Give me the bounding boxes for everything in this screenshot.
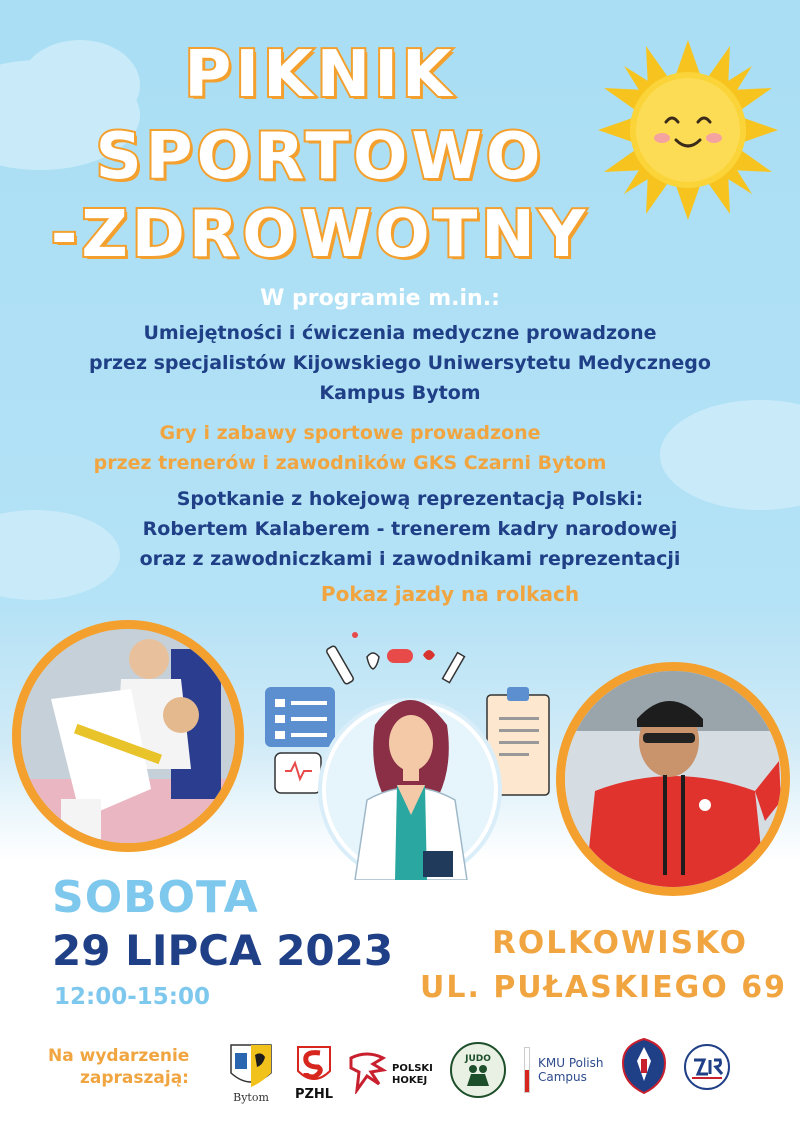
kmu-line-1: KMU Polish — [538, 1056, 604, 1070]
event-venue: ROLKOWISKO — [492, 925, 748, 961]
title-line-2: SPORTOWO — [95, 120, 545, 194]
title-line-1: PIKNIK — [184, 38, 456, 112]
program-item-2-line-1: Gry i zabawy sportowe prowadzone — [159, 422, 541, 444]
czarni-bytom-logo — [620, 1036, 668, 1096]
program-item-1-line-2: przez specjalistów Kijowskiego Uniwersytetu Medycznego — [89, 352, 711, 374]
invite-line-1: Na wydarzenie — [48, 1046, 190, 1066]
polski-hokej-line-1: POLSKI — [392, 1063, 433, 1074]
program-item-3-line-3: oraz z zawodniczkami i zawodnikami reprezentacji — [139, 548, 681, 570]
judo-logo-label: JUDO — [465, 1054, 491, 1064]
invite-line-2: zapraszają: — [80, 1068, 189, 1088]
bytom-logo-label: Bytom — [233, 1090, 269, 1104]
judo-figure-icon — [463, 1064, 493, 1086]
kmu-logo — [524, 1046, 614, 1094]
kmu-line-2: Campus — [538, 1070, 587, 1084]
event-date: 29 LIPCA 2023 — [52, 926, 394, 975]
program-item-1-line-1: Umiejętności i ćwiczenia medyczne prowadzone — [143, 322, 657, 344]
bytom-logo — [222, 1038, 280, 1108]
event-day: SOBOTA — [52, 872, 259, 923]
coach-photo — [556, 662, 790, 896]
bytom-crest-icon — [229, 1043, 273, 1091]
eagle-icon — [349, 1050, 387, 1094]
program-item-4: Pokaz jazdy na rolkach — [320, 582, 580, 606]
polski-hokej-logo — [392, 1060, 444, 1090]
kmu-bar-icon — [524, 1047, 530, 1093]
hockey-bird-logo — [348, 1048, 388, 1096]
event-time: 12:00-15:00 — [54, 984, 210, 1010]
pzhl-logo-label: PZHL — [294, 1086, 334, 1102]
doctor-illustration — [255, 625, 565, 880]
judo-photo — [12, 620, 244, 852]
pzhl-logo — [290, 1040, 338, 1106]
sun-icon — [598, 40, 778, 220]
mosir-emblem-icon — [690, 1054, 724, 1080]
judo-logo — [450, 1042, 506, 1098]
title-line-3: -ZDROWOTNY — [50, 198, 590, 272]
program-item-2-line-2: przez trenerów i zawodników GKS Czarni Bytom — [93, 452, 607, 474]
czarni-crest-icon — [621, 1037, 667, 1095]
polski-hokej-line-2: HOKEJ — [392, 1075, 428, 1086]
program-item-1-line-3: Kampus Bytom — [319, 382, 481, 404]
pzhl-emblem-icon — [294, 1045, 334, 1087]
program-heading: W programie m.in.: — [260, 286, 500, 311]
program-item-3-line-2: Robertem Kalaberem - trenerem kadry narodowej — [142, 518, 678, 540]
mosir-logo — [684, 1044, 730, 1090]
program-item-3-line-1: Spotkanie z hokejową reprezentacją Polski: — [176, 488, 644, 510]
event-address: UL. PUŁASKIEGO 69 — [420, 970, 787, 1005]
